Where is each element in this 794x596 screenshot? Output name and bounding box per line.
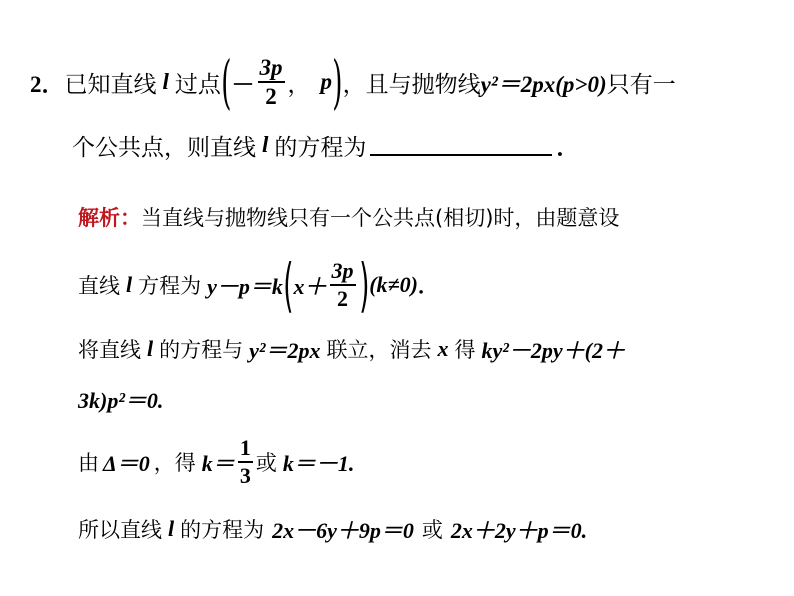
solution-text-5e: 或 <box>255 451 277 475</box>
solution-text-3b: 的方程与 <box>159 338 244 362</box>
point-x-fraction <box>258 56 285 108</box>
discriminant-condition: Δ＝0 <box>103 450 150 476</box>
line-equation-x: x＋ <box>293 273 327 299</box>
k-value-1-prefix: k＝ <box>201 450 235 476</box>
question-text-e: 个公共点，则直线 <box>72 134 256 161</box>
solution-text-5c: ，得 <box>153 451 196 475</box>
question-text-a: 已知直线 <box>64 71 157 98</box>
parabola-equation: y²＝2px(p>0) <box>480 71 607 97</box>
solution-text-6d: 或 <box>421 518 443 542</box>
solution-text-1: 当直线与抛物线只有一个公共点(相切)时，由题意设 <box>141 206 620 230</box>
question-text-d: 只有一 <box>606 71 676 98</box>
fraction-denominator-2: 2 <box>337 286 349 311</box>
solution-line-3 <box>78 334 625 364</box>
k-value-fraction <box>238 437 253 487</box>
neg-sign: － <box>231 71 255 97</box>
question-text-c: ，且与抛物线 <box>342 71 481 98</box>
left-paren: ( <box>221 48 232 116</box>
variable-x: x <box>437 336 449 361</box>
answer-blank[interactable] <box>370 134 552 156</box>
quadratic-equation-part-1: ky²－2py＋(2＋ <box>481 337 625 363</box>
right-paren: ) <box>332 48 343 116</box>
line-equation-fraction <box>330 260 356 310</box>
solution-text-2a: 直线 <box>78 274 120 298</box>
left-paren-2: ( <box>283 251 294 319</box>
solution-line-2 <box>78 251 439 319</box>
parabola-equation-2: y²＝2px <box>249 337 321 363</box>
end-dot-2: ． <box>417 274 439 298</box>
variable-l-2: l <box>262 132 269 157</box>
variable-l-3: l <box>126 272 133 297</box>
solution-line-4 <box>78 384 163 414</box>
solution-line-6 <box>78 514 587 544</box>
question-line-2 <box>72 130 579 160</box>
quadratic-equation-part-2: 3k)p²＝0. <box>78 387 164 413</box>
solution-text-6b: 的方程为 <box>180 518 265 542</box>
solution-text-3d: 联立，消去 <box>326 338 432 362</box>
fraction-numerator-2: 3p <box>330 260 356 286</box>
k-value-2: k＝－1. <box>282 450 355 476</box>
solution-text-5a: 由 <box>78 451 99 475</box>
solution-label: 解析： <box>78 206 141 230</box>
solution-text-6a: 所以直线 <box>78 518 162 542</box>
solution-text-2b: 方程为 <box>138 274 202 298</box>
fraction-numerator: 3p <box>258 56 285 83</box>
variable-l-4: l <box>147 336 154 361</box>
variable-l-5: l <box>168 516 175 541</box>
fraction-denominator: 2 <box>265 84 277 109</box>
variable-p: p <box>320 69 333 94</box>
line-equation-left: y－p＝k <box>207 273 283 299</box>
question-number: 2． <box>30 71 65 97</box>
answer-line-1: 2x－6y＋9p＝0 <box>272 517 414 543</box>
solution-line-1 <box>78 202 619 232</box>
answer-line-2: 2x＋2y＋p＝0. <box>450 517 588 543</box>
fraction-numerator-3: 1 <box>238 437 253 463</box>
question-text-b: 过点 <box>174 71 221 98</box>
solution-line-5 <box>78 432 354 492</box>
question-line-1 <box>30 48 676 116</box>
question-text-f: 的方程为 <box>274 134 367 161</box>
right-paren-2: ) <box>358 251 369 319</box>
comma: ， <box>287 71 311 98</box>
k-condition: (k≠0) <box>369 272 418 297</box>
solution-text-3a: 将直线 <box>78 338 141 362</box>
fraction-denominator-3: 3 <box>239 463 251 488</box>
solution-text-3f: 得 <box>454 338 476 362</box>
end-dot: ． <box>556 133 580 161</box>
variable-l: l <box>162 69 169 94</box>
